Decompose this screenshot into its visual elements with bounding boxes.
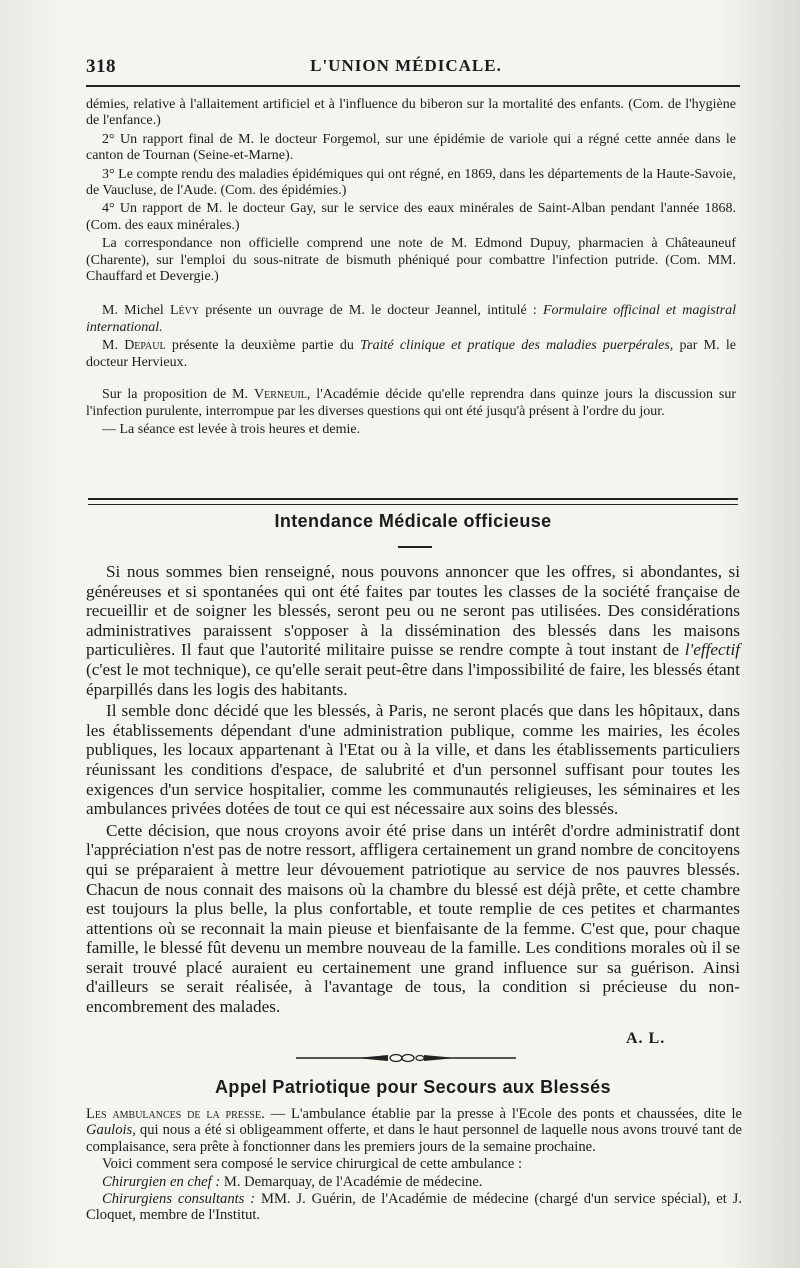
emphasis: l'effectif xyxy=(684,640,740,660)
appel-article xyxy=(86,1106,742,1225)
section-title-intendance: Intendance Médicale officieuse xyxy=(274,511,552,531)
role-label: Chirurgiens consultants : xyxy=(102,1191,256,1208)
minutes-paragraph xyxy=(86,387,736,420)
minutes-paragraph: démies, relative à l'allaitement artificiel et à l'influence du biberon sur la mortalité des enfants. (Com. de l'hygiène de l'enfance.) xyxy=(86,97,736,129)
role-label: Chirurgien en chef : xyxy=(102,1173,221,1190)
text-run: Si nous sommes bien renseigné, nous pouvons annoncer que les offres, si abondantes, si généreuses et si spontanées qui ont été faites par toutes les classes de la société française de recueillir et de soigner les blessés, seront peu ou ne seront pas utilisées. Des considérations administratives paraissent s'opposer à la dissémination des blessés dans les maisons particulières. Il faut que l'autorité militaire puisse se rendre compte à tout instant de xyxy=(86,562,740,660)
person-name: M. Depaul xyxy=(102,338,166,354)
person-name: Verneuil xyxy=(254,387,307,403)
article-paragraph xyxy=(86,1174,742,1190)
minutes-paragraph xyxy=(86,338,736,371)
article-paragraph xyxy=(86,1106,742,1155)
article-paragraph: Cette décision, que nous croyons avoir été prise dans un intérêt d'ordre administratif dont l'appréciation n'est pas de notre ressort, affligera certainement un grand nombre de concitoyens qui se préparaient à mettre leur dévouement patriotique au service de nos pauvres blessés. Chacun de nous connait des maisons où la chambre du blessé est déjà prête, et cette chambre est toujours la plus belle, la plus confortable, et toute remplie de ces petites et charmantes attentions où se reconnait la main pieuse et bienfaisante de la femme. C'est que, pour chaque famille, le blessé fût devenu un membre nouveau de la famille. Les conditions morales où il se serait trouvé placé auraient eu certainement une grand influence sur sa guérison. Ainsi d'ailleurs se serait réalisée, à l'avantage de tous, la condition si précieuse du non-encombrement des malades. xyxy=(86,820,740,1017)
text-run: (c'est le mot technique), ce qu'elle serait peut-être dans l'impossibilité de faire, les blessés étant éparpillés dans les logis des habitants. xyxy=(86,659,740,699)
article-paragraph: Il semble donc décidé que les blessés, à Paris, ne seront placés que dans les hôpitaux, dans les établissements dépendant d'une administration publique, comme les mairies, les écoles publiques, les locaux appartenant à l'Etat ou à la ville, et dans les établissements particuliers réunissant les conditions d'espace, de salubrité et d'un personnel suffisant pour toutes les exigences d'un service hospitalier, comme les communautés religieuses, les séminaires et les ambulances privées dotées de tout ce qui est nécessaire aux soins des blessés. xyxy=(86,701,740,819)
minutes-paragraph xyxy=(86,303,736,336)
book-title: Formulaire officinal et magistral international. xyxy=(86,303,736,335)
text-run: , l'Académie décide qu'elle reprendra dans quinze jours la discussion sur l'infection purulente, interrompue par les diverses questions qui ont été jusqu'à présent à l'ordre du jour. xyxy=(86,387,737,419)
running-head: L'UNION MÉDICALE. xyxy=(310,56,502,75)
text-run: qui nous a été si obligeamment offerte, et dans le haut personnel de laquelle nous avons trouvé tant de complaisance, sera prête à fonctionner dans les premiers jours de la semaine prochaine. xyxy=(86,1122,742,1155)
intendance-article xyxy=(86,562,740,1019)
person-name: Lévy xyxy=(169,303,200,319)
academy-minutes xyxy=(86,97,736,440)
title-underline xyxy=(398,546,432,548)
minutes-paragraph: La correspondance non officielle comprend une note de M. Edmond Dupuy, pharmacien à Châteauneuf (Charente), sur l'emploi du sous-nitrate de bismuth phéniqué pour combattre l'infection putride. (Com. MM. Chauffard et Devergie.) xyxy=(86,236,736,285)
book-title: Traité clinique et pratique des maladies puerpérales, xyxy=(360,338,674,354)
emphasis: Gaulois, xyxy=(86,1122,136,1139)
text-run: présente la deuxième partie du xyxy=(165,338,361,354)
minutes-paragraph: — La séance est levée à trois heures et demie. xyxy=(102,421,361,437)
text-run: par M. le docteur Hervieux. xyxy=(86,338,736,370)
text-run: Sur la proposition de M. xyxy=(102,387,255,403)
article-paragraph xyxy=(86,1191,742,1224)
text-run: présente un ouvrage de M. le docteur Jeannel, intitulé : xyxy=(199,303,543,319)
text-run: M. Demarquay, de l'Académie de médecine. xyxy=(220,1173,483,1190)
text-run: M. Michel xyxy=(102,303,170,319)
text-run: — L'ambulance établie par la presse à l'Ecole des ponts et chaussées, dite le xyxy=(264,1106,742,1122)
page-number: 318 xyxy=(86,56,116,77)
article-signature: A. L. xyxy=(626,1030,666,1047)
text-run: MM. J. Guérin, de l'Académie de médecine (chargé d'un service spécial), et J. Cloquet, membre de l'Institut. xyxy=(86,1191,742,1224)
minutes-paragraph: 4° Un rapport de M. le docteur Gay, sur le service des eaux minérales de Saint-Alban pendant l'année 1868. (Com. des eaux minérales.) xyxy=(86,201,736,233)
header-rule xyxy=(86,85,740,87)
page-header xyxy=(86,52,726,80)
article-paragraph xyxy=(86,562,740,699)
lead-in: Les ambulances de la presse. xyxy=(86,1106,265,1122)
section-divider xyxy=(88,498,738,505)
article-paragraph: Voici comment sera composé le service chirurgical de cette ambulance : xyxy=(102,1156,523,1173)
section-title-appel: Appel Patriotique pour Secours aux Blessés xyxy=(215,1077,611,1097)
minutes-paragraph: 3° Le compte rendu des maladies épidémiques qui ont régné, en 1869, dans les départements de la Haute-Savoie, de Vaucluse, de l'Aude. (Com. des épidémies.) xyxy=(86,166,736,199)
ornamental-rule xyxy=(296,1052,516,1064)
minutes-paragraph: 2° Un rapport final de M. le docteur Forgemol, sur une épidémie de variole qui a régné cette année dans le canton de Tournan (Seine-et-Marne). xyxy=(86,131,736,164)
